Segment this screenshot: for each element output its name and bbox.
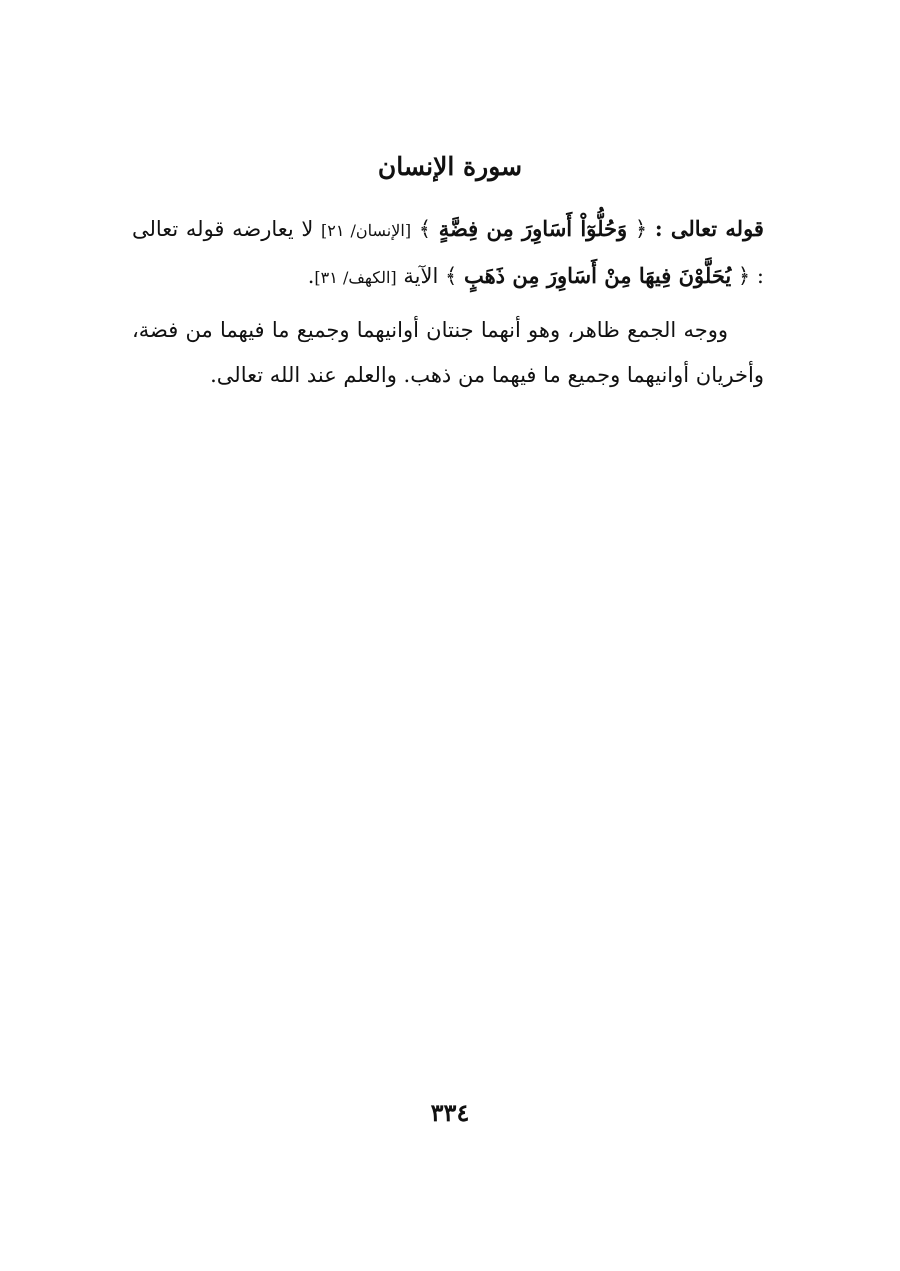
end-period: . <box>307 264 315 288</box>
paragraph-explanation: ووجه الجمع ظاهر، وهو أنهما جنتان أوانيهما وجميع ما فيهما من فضة، وأخريان أوانيهما وجميع ما فيهما من ذهب. والعلم عند الله تعالى. <box>132 318 764 387</box>
ayah-word: الآية <box>403 264 439 288</box>
surah-title: سورة الإنسان <box>377 152 523 181</box>
verse-reference-kahf: [الكهف/ ٣١] <box>314 268 397 287</box>
page-number: ٣٣٤ <box>430 1098 470 1127</box>
verse-reference-insan: [الإنسان/ ٢١] <box>321 221 412 240</box>
ornate-bracket-open: ﴿ <box>634 217 648 241</box>
quran-verse-kahf: يُحَلَّوْنَ فِيهَا مِنْ أَسَاوِرَ مِن ذَهَبٍ <box>463 263 732 288</box>
middle-text: لا يعارضه قوله تعالى : <box>132 217 764 288</box>
quran-verse-insan: وَحُلُّوٓاْ أَسَاوِرَ مِن فِضَّةٍ <box>438 216 628 241</box>
ornate-bracket-close: ﴾ <box>444 264 458 288</box>
ornate-bracket-close: ﴾ <box>418 217 432 241</box>
ornate-bracket-open: ﴿ <box>737 264 751 288</box>
paragraph-verses <box>132 206 764 300</box>
lead-phrase: قوله تعالى : <box>654 216 764 241</box>
